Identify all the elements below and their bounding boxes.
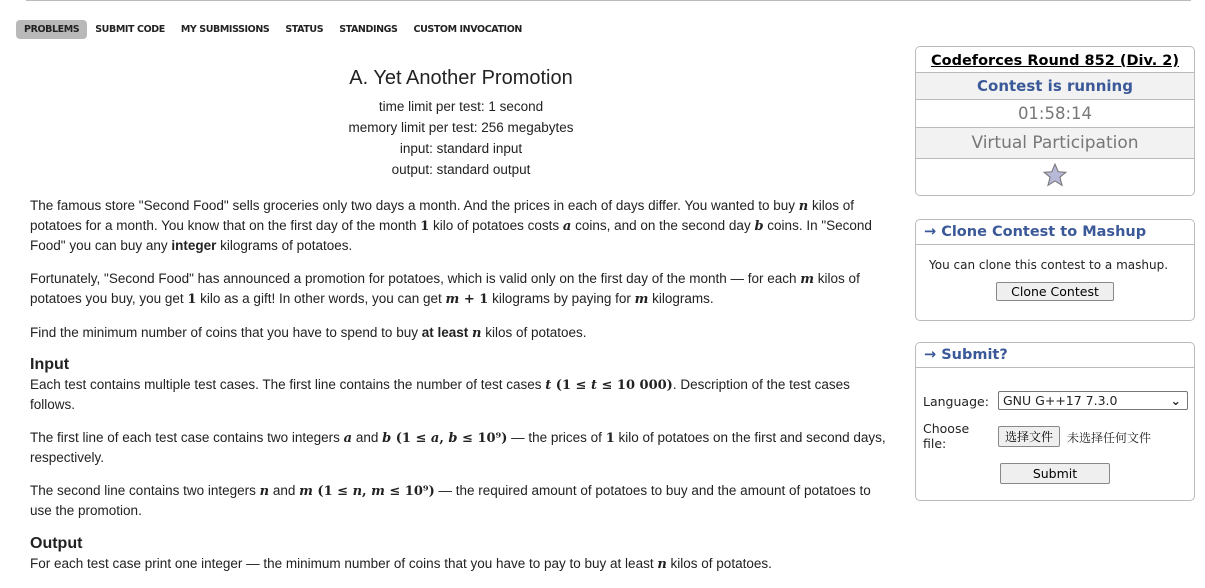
bold-text: at least <box>421 325 469 340</box>
text-segment: kilo of potatoes on the first and second days, respectively. <box>30 430 886 465</box>
text-segment: kilograms of potatoes. <box>216 238 353 253</box>
clone-text: You can clone this contest to a mashup. <box>929 258 1169 272</box>
text-segment: coins. In "Second Food" you can buy any <box>30 218 872 253</box>
text-segment: The first line of each test case contains two integers <box>30 430 344 445</box>
contest-status: Contest is running <box>916 73 1194 100</box>
text-segment: . Description of the test cases follows. <box>30 377 850 412</box>
file-status: 未选择任何文件 <box>1067 431 1152 445</box>
clone-box <box>915 219 1195 321</box>
paragraph <box>30 196 892 255</box>
contest-menu <box>16 20 530 39</box>
math-formula: m <box>371 484 385 499</box>
text-segment: kilograms. <box>648 291 714 306</box>
math-formula: n <box>657 557 667 572</box>
output-file: output: standard output <box>391 162 531 177</box>
problem-limits <box>30 96 892 180</box>
text-segment: and <box>352 430 383 445</box>
math-formula: b <box>448 431 458 446</box>
paragraph <box>30 428 892 467</box>
top-divider <box>26 0 1191 1</box>
math-formula: ≤ 10⁹) <box>384 484 435 499</box>
math-formula: a <box>343 431 353 446</box>
text-segment: kilos of potatoes you buy, you get <box>30 271 860 306</box>
tab-custom-invocation[interactable]: CUSTOM INVOCATION <box>413 24 522 35</box>
math-formula: 1 <box>605 431 615 446</box>
math-formula: n <box>259 484 270 499</box>
contest-info-box <box>915 46 1195 196</box>
math-formula: t <box>545 378 552 393</box>
input-specification <box>30 375 892 520</box>
math-formula: 1 <box>187 292 197 307</box>
language-value: GNU G++17 7.3.0 <box>1003 393 1118 408</box>
text-segment: Find the minimum number of coins that you have to spend to buy <box>30 325 422 340</box>
memory-limit: memory limit per test: 256 megabytes <box>348 120 574 135</box>
math-formula: m <box>800 272 815 287</box>
text-segment: kilograms by paying for <box>488 291 635 306</box>
problem-title: A. Yet Another Promotion <box>349 67 573 89</box>
clone-contest-button[interactable]: Clone Contest <box>996 282 1114 301</box>
contest-name-link[interactable]: Codeforces Round 852 (Div. 2) <box>930 53 1180 69</box>
tab-status[interactable]: STATUS <box>285 24 324 35</box>
text-segment: kilo of potatoes costs <box>429 218 563 233</box>
text-segment: For each test case print one integer — the minimum number of coins that you have to pay to buy at least <box>30 556 658 571</box>
math-formula: a <box>430 431 440 446</box>
input-heading: Input <box>30 356 70 373</box>
favorite-row <box>916 159 1194 195</box>
problem-statement <box>30 60 892 588</box>
paragraph <box>30 375 892 414</box>
text-segment: The second line contains two integers <box>30 483 260 498</box>
output-heading: Output <box>30 535 83 552</box>
tab-submit-code[interactable]: SUBMIT CODE <box>95 24 165 35</box>
submit-box <box>915 342 1195 501</box>
math-formula: m <box>299 484 313 499</box>
math-formula: n <box>798 199 809 214</box>
text-segment: kilos of potatoes. <box>481 325 587 340</box>
submit-button[interactable]: Submit <box>1000 463 1110 484</box>
tab-standings[interactable]: STANDINGS <box>339 24 398 35</box>
output-specification <box>30 554 892 574</box>
text-segment: kilos of potatoes for a month. You know that on the first day of the month <box>30 198 855 233</box>
file-label: Choose file: <box>923 421 970 451</box>
chevron-down-icon: ⌄ <box>1170 393 1181 408</box>
star-icon[interactable] <box>1042 162 1068 188</box>
bold-text: integer <box>171 238 217 253</box>
participation-mode: Virtual Participation <box>916 128 1194 159</box>
math-formula: m <box>445 292 460 307</box>
input-file: input: standard input <box>399 141 523 156</box>
math-formula: b <box>754 219 764 234</box>
text-segment: — the required amount of potatoes to buy and the amount of potatoes to use the promotion. <box>30 483 871 518</box>
legend <box>30 196 892 343</box>
submit-title: → Submit? <box>916 343 1194 368</box>
math-formula: (1 ≤ <box>551 378 591 393</box>
time-limit: time limit per test: 1 second <box>378 99 544 114</box>
paragraph <box>30 323 892 343</box>
math-formula: (1 ≤ <box>312 484 353 499</box>
math-formula: b <box>382 431 392 446</box>
language-select[interactable] <box>998 391 1188 410</box>
clone-title[interactable]: → Clone Contest to Mashup <box>916 220 1194 245</box>
math-formula: , <box>439 431 449 446</box>
math-formula: ≤ 10⁹) <box>457 431 508 446</box>
math-formula: m <box>634 292 649 307</box>
language-label: Language: <box>923 394 989 409</box>
contest-timer: 01:58:14 <box>916 100 1194 128</box>
choose-file-button[interactable]: 选择文件 <box>998 426 1060 447</box>
text-segment: — the prices of <box>507 430 606 445</box>
text-segment: kilo as a gift! In other words, you can get <box>196 291 446 306</box>
math-formula: , <box>362 484 372 499</box>
math-formula: t <box>590 378 597 393</box>
text-segment: coins, and on the second day <box>571 218 755 233</box>
math-formula: + 1 <box>459 292 489 307</box>
text-segment: Fortunately, "Second Food" has announced a promotion for potatoes, which is valid only on the first day of the month — for each <box>30 271 801 286</box>
math-formula: (1 ≤ <box>391 431 431 446</box>
paragraph <box>30 269 892 309</box>
text-segment: kilos of potatoes. <box>666 556 772 571</box>
paragraph <box>30 481 892 520</box>
math-formula: ≤ 10 000) <box>596 378 673 393</box>
tab-problems[interactable]: PROBLEMS <box>16 20 87 39</box>
text-segment: and <box>269 483 300 498</box>
math-formula: n <box>472 326 482 341</box>
tab-my-submissions[interactable]: MY SUBMISSIONS <box>180 24 270 35</box>
text-segment: Each test contains multiple test cases. The first line contains the number of test cases <box>30 377 546 392</box>
math-formula: n <box>352 484 363 499</box>
math-formula: a <box>562 219 572 234</box>
text-segment: The famous store "Second Food" sells groceries only two days a month. And the prices in each of days differ. You wanted to buy <box>30 198 799 213</box>
paragraph <box>30 554 892 574</box>
math-formula: 1 <box>420 219 430 234</box>
